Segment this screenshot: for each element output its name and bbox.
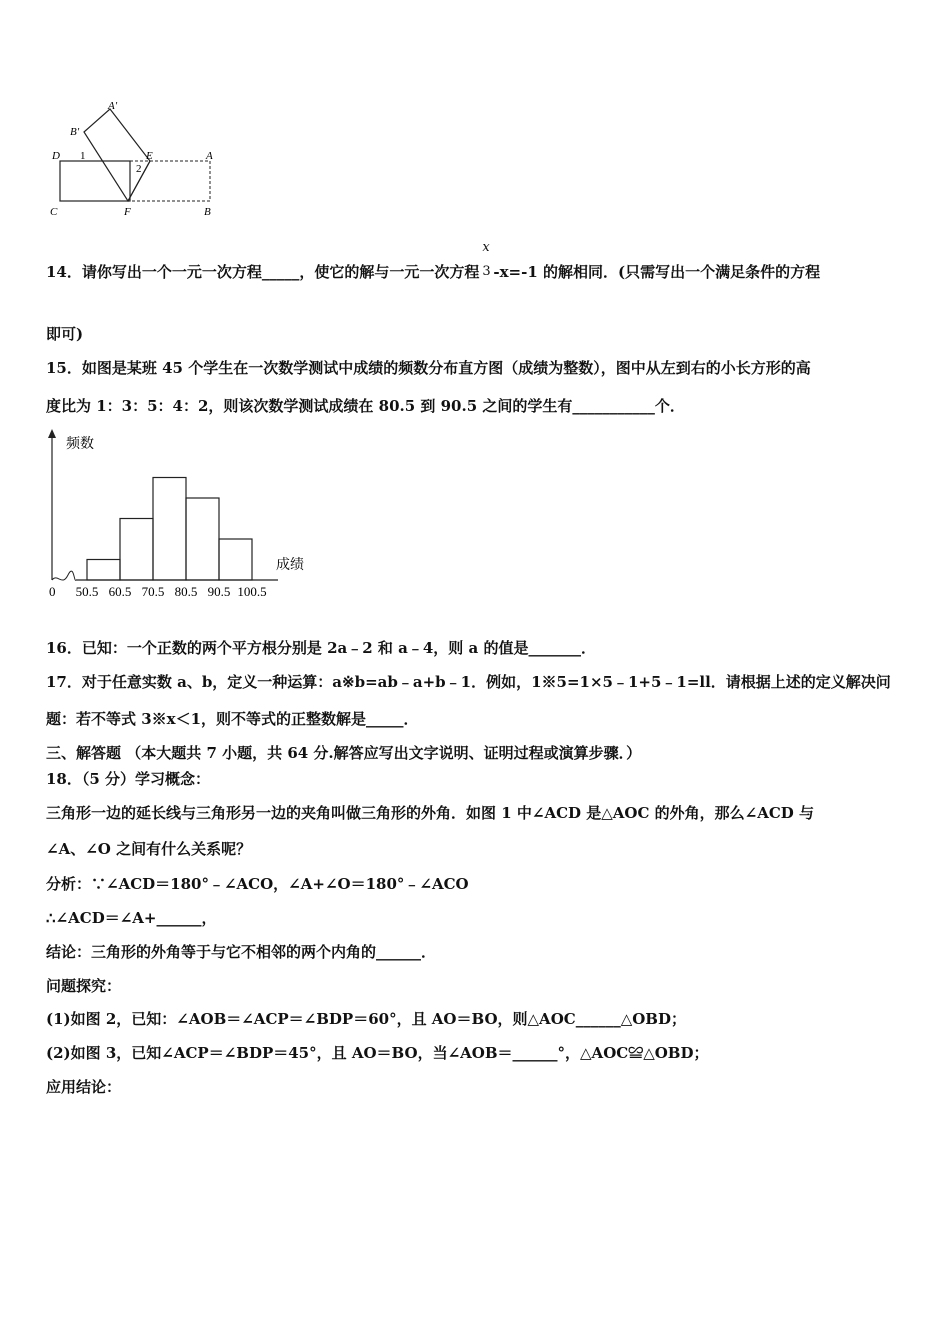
label-two: 2 [136,163,142,175]
label-one: 1 [80,150,86,162]
bars [87,478,252,581]
y-axis-label: 频数 [66,437,94,452]
q18-l7: (1)如图 2，已知：∠AOB＝∠ACP＝∠BDP＝60°，且 AO＝BO，则△AOC______△OBD； [46,1010,686,1028]
folding-figure [40,95,230,225]
histogram-bar [87,560,120,581]
q14-line1 [46,240,821,282]
label-a: A [206,150,213,162]
tick-labels [76,584,267,599]
x-tick-label: 100.5 [237,584,267,599]
histogram-bar [153,478,186,581]
label-b-prime: B′ [70,126,80,138]
q14-frac-num: x [482,240,490,255]
q15-line2: 度比为 1：3：5：4：2，则该次数学测试成绩在 80.5 到 90.5 之间的学生有___________个． [46,397,685,415]
q18-l1: 三角形一边的延长线与三角形另一边的夹角叫做三角形的外角．如图 1 中∠ACD 是△AOC 的外角，那么∠ACD 与 [46,804,815,822]
axis-break [52,571,76,580]
label-f: F [124,206,131,218]
q14-frac-den: 3 [482,264,491,279]
x-tick-label: 90.5 [207,584,231,599]
histogram-chart [40,425,330,605]
q18-l8: (2)如图 3，已知∠ACP＝∠BDP＝45°，且 AO＝BO，当∠AOB＝______°，△AOC≌△OBD； [46,1044,709,1062]
rectangle-cdef [60,161,130,201]
x-tick-label: 80.5 [174,584,198,599]
q15-line1: 15．如图是某班 45 个学生在一次数学测试中成绩的频数分布直方图（成绩为整数），图中从左到右的小长方形的高 [46,359,811,377]
q14-part1: 14．请你写出一个一元一次方程_____，使它的解与一元一次方程 [46,263,480,281]
q18-l4: ∴∠ACD＝∠A+______， [46,909,217,927]
x-tick-label: 60.5 [108,584,132,599]
histogram-bar [219,539,252,580]
label-d: D [52,150,60,162]
q16: 16．已知：一个正数的两个平方根分别是 2a﹣2 和 a﹣4，则 a 的值是_______． [46,639,596,657]
label-c: C [50,206,58,218]
q18-head: 18．（5 分）学习概念： [46,770,211,788]
x-axis-label: 成绩 [276,558,304,573]
histogram-bar [120,519,153,581]
label-a-prime: A′ [108,100,118,112]
x-tick-label: 70.5 [141,584,165,599]
folded-part [84,109,150,201]
q18-l3: 分析：∵∠ACD＝180°﹣∠ACO，∠A+∠O＝180°﹣∠ACO [46,875,469,893]
q18-l2: ∠A、∠O 之间有什么关系呢？ [46,840,252,858]
section-three-heading: 三、解答题 （本大题共 7 小题，共 64 分.解答应写出文字说明、证明过程或演算步骤．） [46,744,642,762]
q18-l9: 应用结论： [46,1078,122,1096]
q18-l6: 问题探究： [46,977,122,995]
label-b: B [204,206,211,218]
label-e: E [146,150,153,162]
q18-l5: 结论：三角形的外角等于与它不相邻的两个内角的______． [46,943,437,961]
q14-line2: 即可) [46,325,84,343]
rectangle-dashed-part [130,161,210,201]
origin-label: 0 [49,584,56,599]
x-tick-label: 50.5 [75,584,99,599]
y-axis-arrow [48,429,56,438]
q17-line2: 题：若不等式 3※x＜1，则不等式的正整数解是_____． [46,710,419,728]
q14-part2: -x=-1 的解相同．(只需写出一个满足条件的方程 [493,263,821,281]
q14-fraction [479,240,493,282]
histogram-bar [186,498,219,580]
q17-line1: 17．对于任意实数 a、b，定义一种运算：a※b=ab﹣a+b﹣1．例如，1※5=1×5﹣1+5﹣1=ll．请根据上述的定义解决问 [46,673,891,691]
